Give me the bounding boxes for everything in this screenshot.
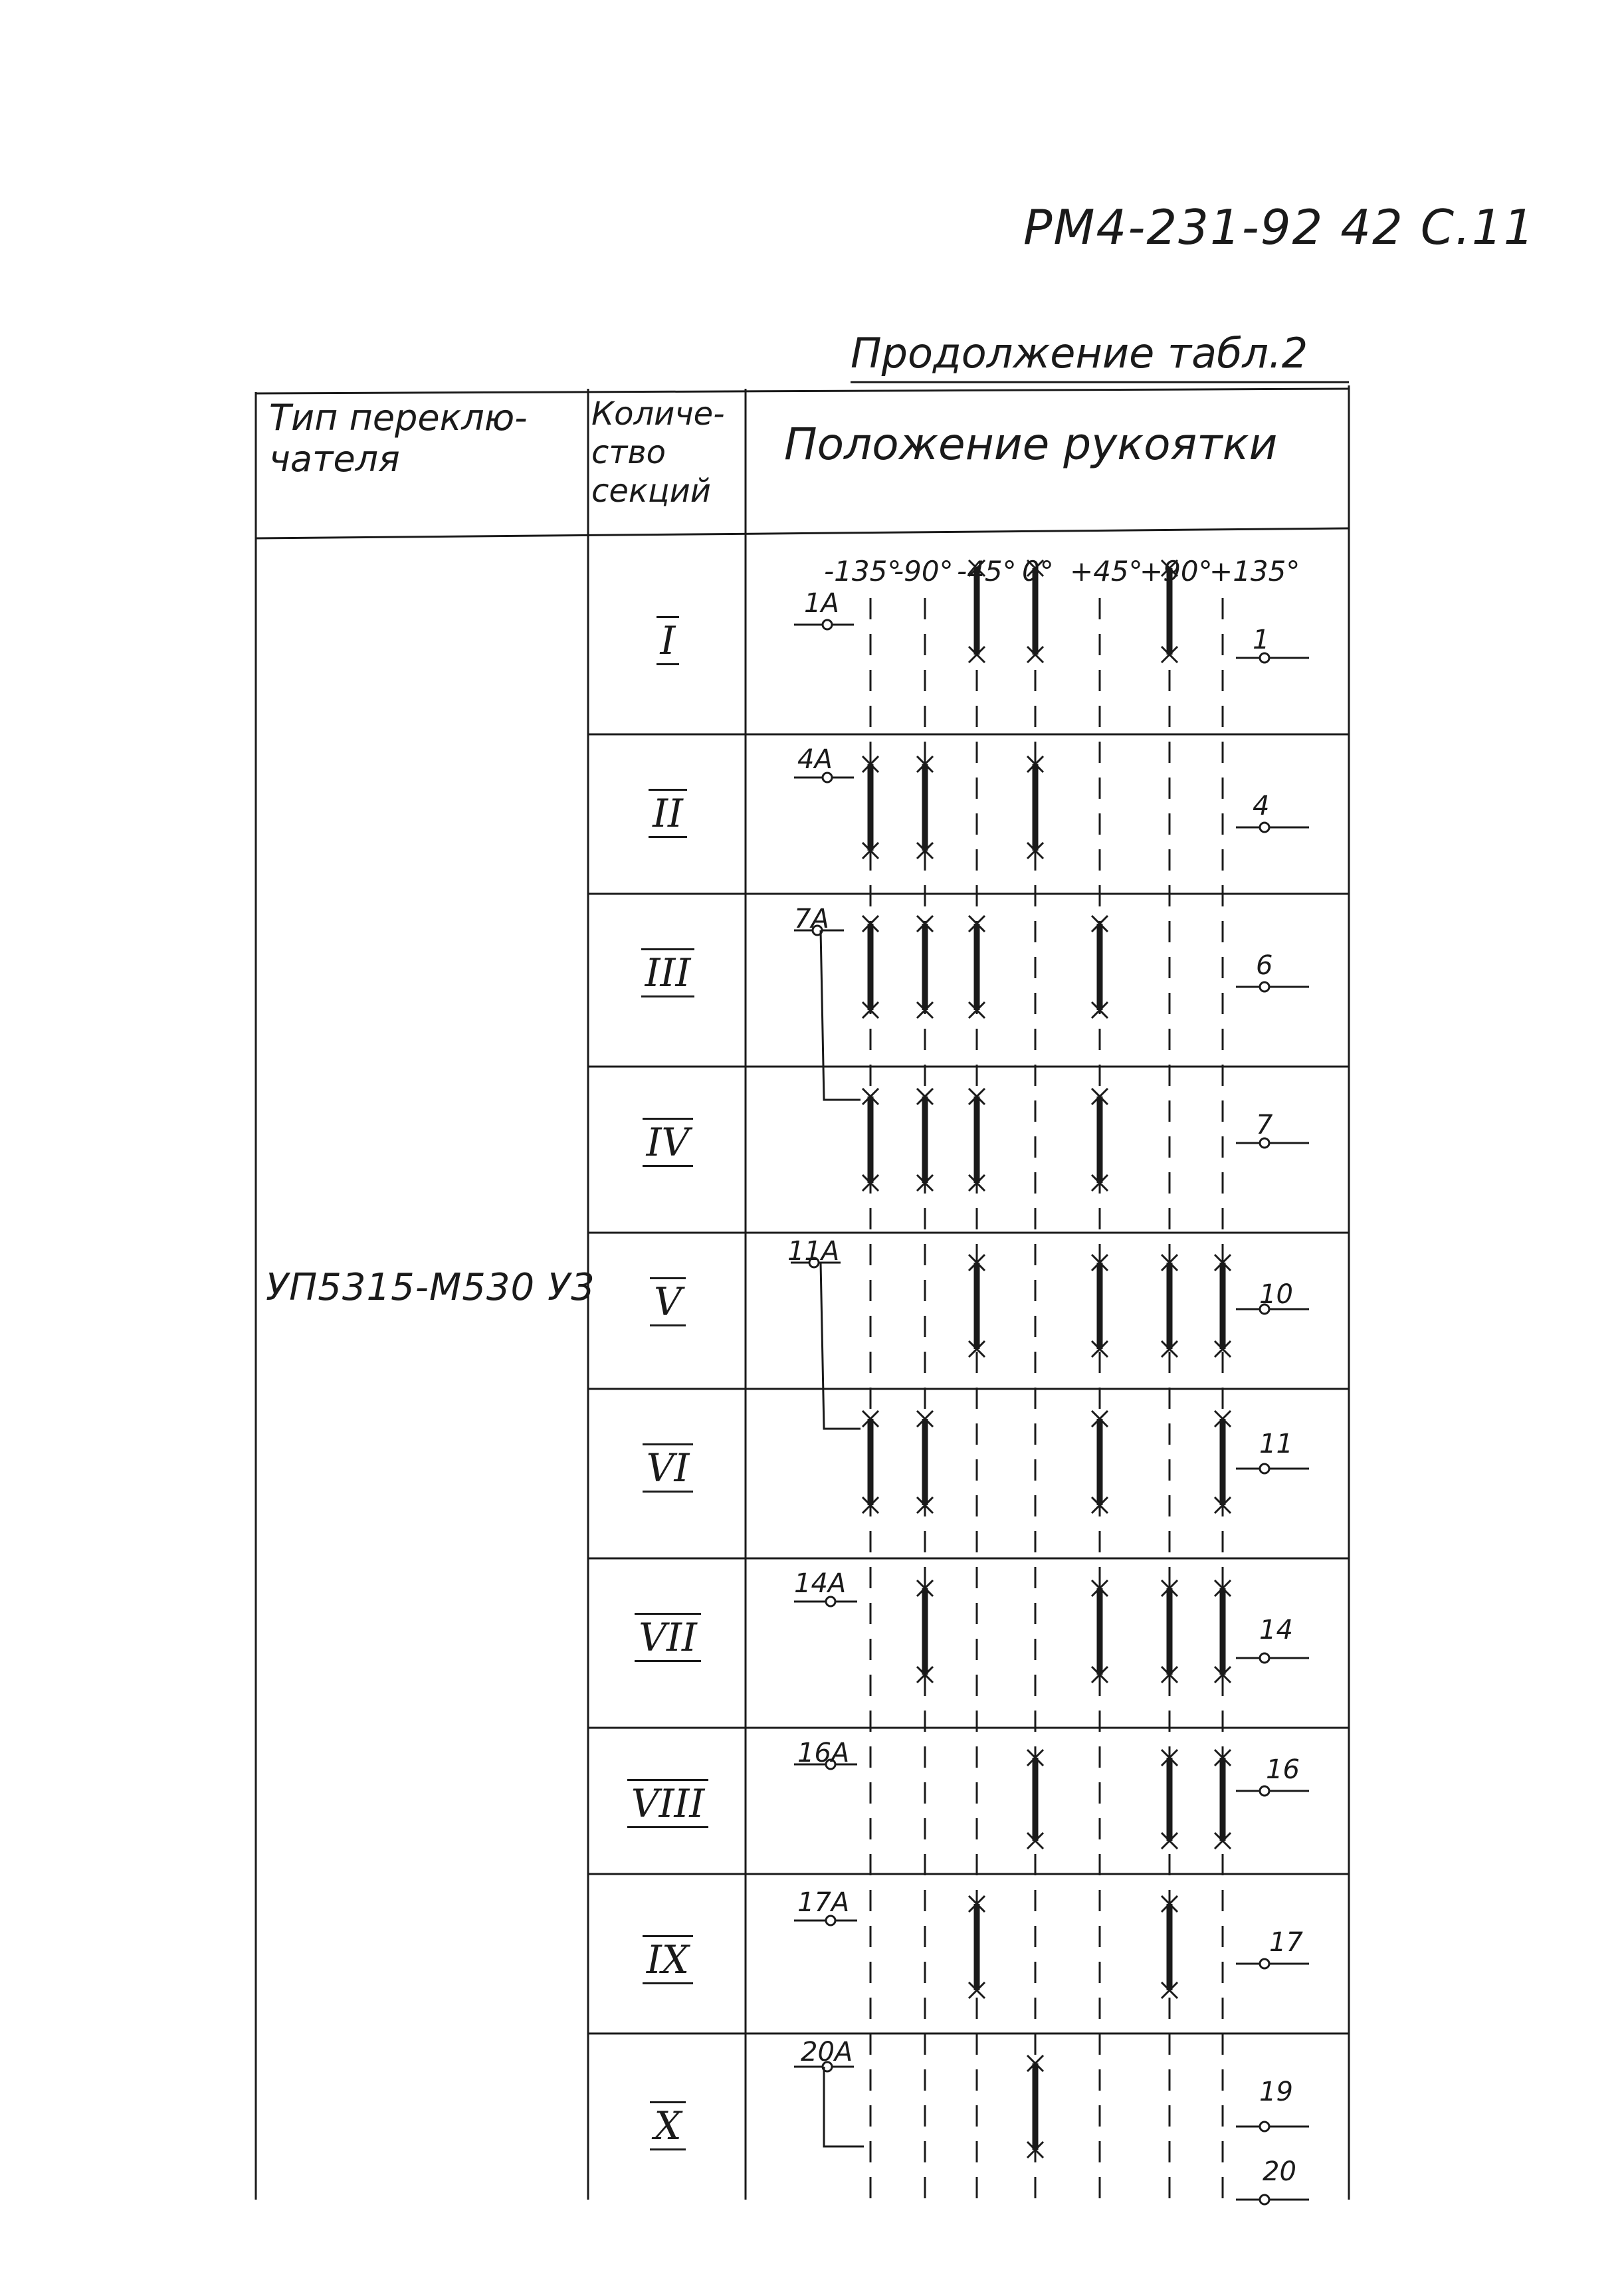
closed-contact-mark [1092,1255,1108,1357]
closed-contact-mark [1215,1411,1231,1513]
terminal-right-label: 17 [1269,1927,1303,1958]
angle-label: +135° [1209,555,1300,587]
bridge-wire [821,1263,861,1429]
terminal-dot [1260,1653,1269,1663]
closed-contact-mark [917,1580,933,1683]
table-continuation-caption: Продолжение табл.2 [851,329,1308,377]
terminal-right-label: 10 [1259,1279,1293,1310]
document-code: РМ4-231-92 42 С.11 [1023,199,1536,255]
closed-contact-mark [1162,1750,1177,1849]
closed-contact-mark [863,916,878,1018]
column-header-position: Положение рукоятки [784,419,1278,470]
angle-label: 0° [1022,555,1054,587]
closed-contact-mark [863,1411,878,1513]
closed-contact-mark [1215,1255,1231,1357]
terminal-dot [1260,823,1269,832]
closed-contact-mark [917,1411,933,1513]
closed-contact-mark [969,1089,985,1191]
angle-label: +45° [1070,555,1143,587]
closed-contact-mark [917,916,933,1018]
terminal-right-label: 1 [1253,625,1270,655]
closed-contact-mark [969,916,985,1018]
column-header-type: Тип переклю-чателя [269,397,528,480]
terminal-dot [823,620,832,629]
terminal-right-label: 4 [1253,791,1270,821]
closed-contact-mark [969,1896,985,1998]
terminal-right-label: 14 [1259,1615,1293,1645]
terminal-left-label: 1А [804,588,839,619]
bridge-wire [821,930,861,1100]
closed-contact-mark [1215,1750,1231,1849]
terminal-left-label: 17А [797,1887,850,1918]
closed-contact-mark [1027,2055,1043,2158]
section-number: III [595,950,741,995]
closed-contact-mark [1215,1580,1231,1683]
terminal-right-label: 6 [1256,950,1273,981]
closed-contact-mark [1162,1580,1177,1683]
closed-contact-mark [1162,1255,1177,1357]
switch-type-name: УП5315-М530 У3 [266,1266,595,1309]
angle-label: -135° [824,555,902,587]
terminal-dot [1260,1959,1269,1968]
terminal-right-label: 20 [1263,2156,1296,2187]
terminal-right-label: 11 [1259,1429,1293,1459]
terminal-dot [1260,1786,1269,1796]
section-number: IX [595,1937,741,1982]
section-number: VIII [595,1781,741,1826]
angle-label: -45° [957,555,1017,587]
terminal-right-label: 19 [1259,2077,1293,2107]
terminal-dot [1260,2122,1269,2131]
terminal-dot [1260,2195,1269,2204]
closed-contact-mark [1027,1750,1043,1849]
terminal-left-label: 20А [801,2037,853,2067]
closed-contact-mark [917,1089,933,1191]
bridge-wire [824,2067,864,2146]
terminal-right-label: 7 [1256,1110,1273,1140]
column-header-sections: Количе-ство секций [591,395,725,510]
terminal-right-label: 16 [1266,1754,1300,1785]
terminal-left-label: 16А [797,1738,850,1768]
section-number: X [595,2103,741,2148]
closed-contact-mark [969,1255,985,1357]
closed-contact-mark [1092,1089,1108,1191]
section-number: II [595,791,741,836]
closed-contact-mark [1162,1896,1177,1998]
closed-contact-mark [1092,1580,1108,1683]
section-number: I [595,618,741,663]
section-number: IV [595,1120,741,1165]
terminal-left-label: 7А [794,904,829,934]
angle-label: -90° [894,555,954,587]
section-number: V [595,1279,741,1324]
terminal-left-label: 4А [797,744,833,775]
terminal-left-label: 14А [794,1568,847,1599]
terminal-dot [1260,1464,1269,1473]
terminal-dot [1260,982,1269,991]
section-number: VI [595,1445,741,1491]
closed-contact-mark [863,1089,878,1191]
closed-contact-mark [1027,756,1043,859]
terminal-left-label: 11А [787,1236,840,1267]
closed-contact-mark [1092,916,1108,1018]
closed-contact-mark [917,756,933,859]
section-number: VII [595,1615,741,1660]
closed-contact-mark [863,756,878,859]
closed-contact-mark [1092,1411,1108,1513]
angle-label: +90° [1140,555,1213,587]
